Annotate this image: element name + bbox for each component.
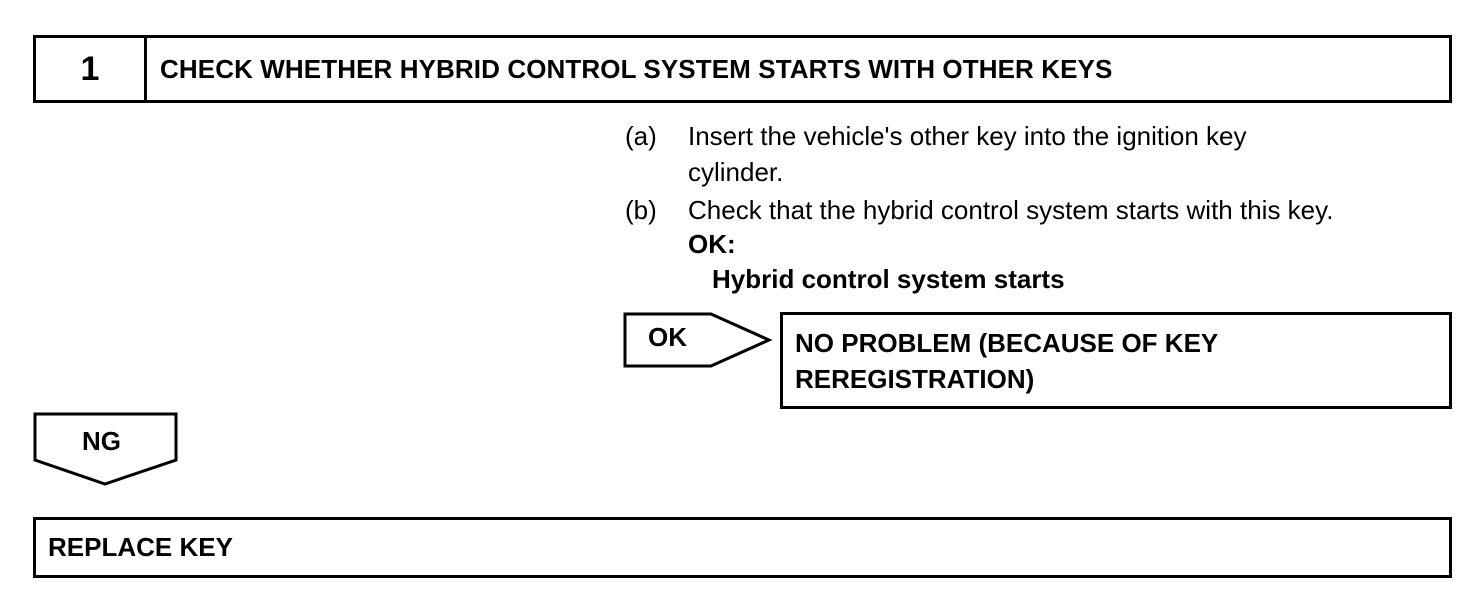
instruction-a (625, 118, 1452, 190)
ok-arrow-icon (623, 312, 773, 370)
step-number: 1 (36, 38, 147, 100)
spec-value: Hybrid control system starts (712, 264, 1065, 294)
ok-result-line-2: REREGISTRATION) (795, 364, 1035, 394)
instruction-b (625, 192, 1452, 228)
instruction-a-mark: (a) (625, 121, 657, 151)
ng-result-box (33, 517, 1452, 578)
ok-result-text (795, 325, 1315, 397)
step-header (33, 35, 1452, 103)
ng-result-text: REPLACE KEY (48, 532, 233, 562)
instruction-b-mark: (b) (625, 195, 657, 225)
spec-label: OK: (688, 229, 736, 259)
instruction-a-line-1: Insert the vehicle's other key into the ignition key (688, 121, 1247, 151)
instruction-b-line-1: Check that the hybrid control system starts with this key. (688, 195, 1334, 225)
ok-result-line-1: NO PROBLEM (BECAUSE OF KEY (795, 328, 1219, 358)
ng-arrow-label: NG (82, 426, 121, 456)
step-title: CHECK WHETHER HYBRID CONTROL SYSTEM STARTS WITH OTHER KEYS (160, 53, 1113, 84)
ok-result-box (780, 312, 1452, 409)
instruction-a-line-2: cylinder. (688, 157, 784, 187)
ok-arrow-label: OK (648, 322, 687, 352)
